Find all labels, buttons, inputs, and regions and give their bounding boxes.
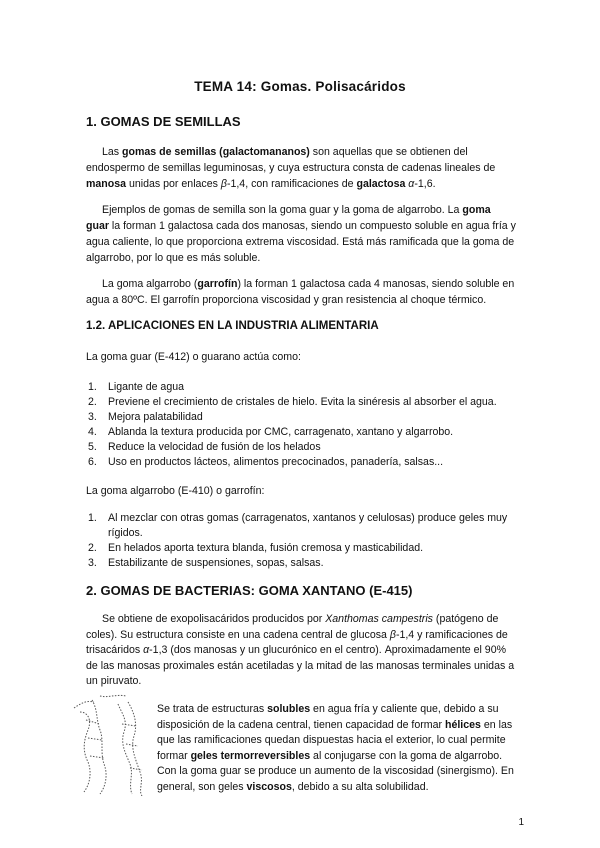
bold-term: garrofín [197, 278, 238, 290]
guar-uses-list [86, 380, 516, 470]
bold-term: goma guar [86, 204, 491, 232]
figure-strand [86, 720, 142, 770]
figure-strand [100, 695, 126, 696]
bold-term: gomas de semillas (galactomananos) [122, 146, 310, 158]
text-span: (patógeno de coles). Su estructura consiste en una cadena central de glucosa [86, 613, 499, 641]
bold-term: hélices [444, 718, 481, 731]
list-item-number: 2. [88, 396, 97, 408]
text-span: ) la forman 1 galactosa cada 4 manosas, siendo soluble en agua a 80ºC. El garrofín proporciona viscosidad y gran resistencia al choque térmico. [86, 278, 515, 306]
text-span: unidas por enlaces [126, 178, 221, 190]
list-item-text: Mejora palatabilidad [108, 411, 203, 423]
algarrobo-uses-list [86, 511, 516, 571]
list-item [86, 425, 516, 440]
text-span: Se trata de estructuras [157, 703, 268, 715]
list-item-number: 3. [88, 557, 97, 569]
text-span: -1,6. [414, 178, 436, 190]
text-span: en agua fría y caliente que, debido a su disposición de la cadena central, tienen capacidad de formar [157, 703, 499, 731]
bold-term: geles termorreversibles [190, 749, 311, 762]
section-heading-aplicaciones: 1.2. APLICACIONES EN LA INDUSTRIA ALIMENTARIA [86, 320, 379, 332]
greek-symbol: β [389, 628, 396, 641]
list-item-number: 4. [88, 426, 97, 438]
list-item [86, 440, 516, 455]
text-span: la forman 1 galactosa cada dos manosas, siendo un compuesto soluble en agua fría y agua caliente, lo que proporciona extrema viscosidad. Está más ramificada que la goma de algarrobo, por lo que es más soluble. [86, 220, 516, 264]
bold-term: galactosa [356, 178, 406, 190]
list-item [86, 395, 516, 410]
list-item-number: 3. [88, 411, 97, 423]
helix-structure-figure [70, 690, 148, 796]
list-item [86, 541, 516, 556]
text-span: Las [102, 146, 123, 158]
paragraph-xantano-estructura [86, 612, 516, 690]
list-item-number: 1. [88, 512, 97, 524]
list-item-number: 5. [88, 441, 97, 453]
text-span: La goma algarrobo (E-410) o garrofín: [86, 485, 265, 497]
greek-symbol: α [143, 644, 150, 656]
greek-symbol: α [405, 178, 415, 190]
list-item-text: Uso en productos lácteos, alimentos precocinados, panadería, salsas... [108, 456, 444, 468]
list-item-text: Al mezclar con otras gomas (carragenatos, xantanos y celulosas) produce geles muy rígidos. [108, 512, 508, 539]
figure-strand [128, 702, 142, 796]
list-item-text: Ligante de agua [108, 381, 184, 393]
bold-term: solubles [267, 703, 311, 715]
paragraph-xantano-propiedades [157, 702, 522, 795]
text-span: -1,3 (dos manosas y un glucurónico en el centro). Aproximadamente el 90% de las manosas proximales están acetiladas y la mitad de las manosas terminales unidas a un piruvato. [86, 644, 515, 687]
list-item [86, 410, 516, 425]
list-item-text: En helados aporta textura blanda, fusión cremosa y masticabilidad. [108, 542, 424, 554]
text-span: al conjugarse con la goma de algarrobo. Con la goma guar se produce un aumento de la viscosidad (sinergismo). En general, son geles [157, 749, 514, 793]
list-item-text: Estabilizante de suspensiones, sopas, salsas. [108, 557, 324, 569]
list-item-number: 2. [88, 542, 97, 554]
text-span: La goma guar (E-412) o guarano actúa como: [86, 351, 301, 363]
figure-strand [80, 712, 90, 792]
bold-term: viscosos [246, 780, 292, 793]
text-span: en las que las ramificaciones quedan dispuestas hacia el exterior, lo cual permite formar [157, 718, 513, 762]
list-item [86, 380, 516, 395]
list-item [86, 511, 516, 541]
paragraph-ejemplos [86, 202, 516, 266]
list-item [86, 455, 516, 470]
list-item [86, 556, 516, 571]
list-item-text: Ablanda la textura producida por CMC, carragenato, xantano y algarrobo. [108, 426, 454, 438]
text-span: Ejemplos de gomas de semilla son la goma guar y la goma de algarrobo. La [102, 204, 463, 216]
text-span: -1,4, con ramificaciones de [226, 178, 357, 190]
page-number: 1 [518, 817, 524, 828]
greek-symbol: β [220, 178, 227, 190]
paragraph-galactomananos [86, 144, 516, 192]
list-item-text: Previene el crecimiento de cristales de hielo. Evita la sinéresis al absorber el agua. [108, 396, 497, 408]
figure-strand [92, 700, 106, 794]
paragraph-algarrobo-intro [86, 483, 516, 499]
figure-strand [118, 704, 132, 794]
text-span: La goma algarrobo ( [102, 278, 198, 290]
list-item-number: 1. [88, 381, 97, 393]
text-span: Se obtiene de exopolisacáridos producidos por [102, 613, 326, 625]
document-title: TEMA 14: Gomas. Polisacáridos [194, 79, 406, 94]
figure-strand [74, 701, 94, 708]
italic-term: Xanthomas campestris [325, 613, 433, 625]
section-heading-gomas-semillas: 1. GOMAS DE SEMILLAS [86, 114, 241, 129]
text-span: son aquellas que se obtienen del endospermo de semillas leguminosas, y cuya estructura consta de cadenas lineales de [86, 146, 496, 174]
bold-term: manosa [86, 178, 127, 190]
list-item-text: Reduce la velocidad de fusión de los helados [108, 441, 321, 453]
list-item-number: 6. [88, 456, 97, 468]
paragraph-garrofin [86, 276, 516, 308]
paragraph-guar-intro [86, 349, 516, 365]
text-span: -1,4 y ramificaciones de trisacáridos [86, 628, 508, 656]
section-heading-gomas-bacterias: 2. GOMAS DE BACTERIAS: GOMA XANTANO (E-415) [86, 583, 413, 598]
text-span: , debido a su alta solubilidad. [291, 780, 429, 793]
